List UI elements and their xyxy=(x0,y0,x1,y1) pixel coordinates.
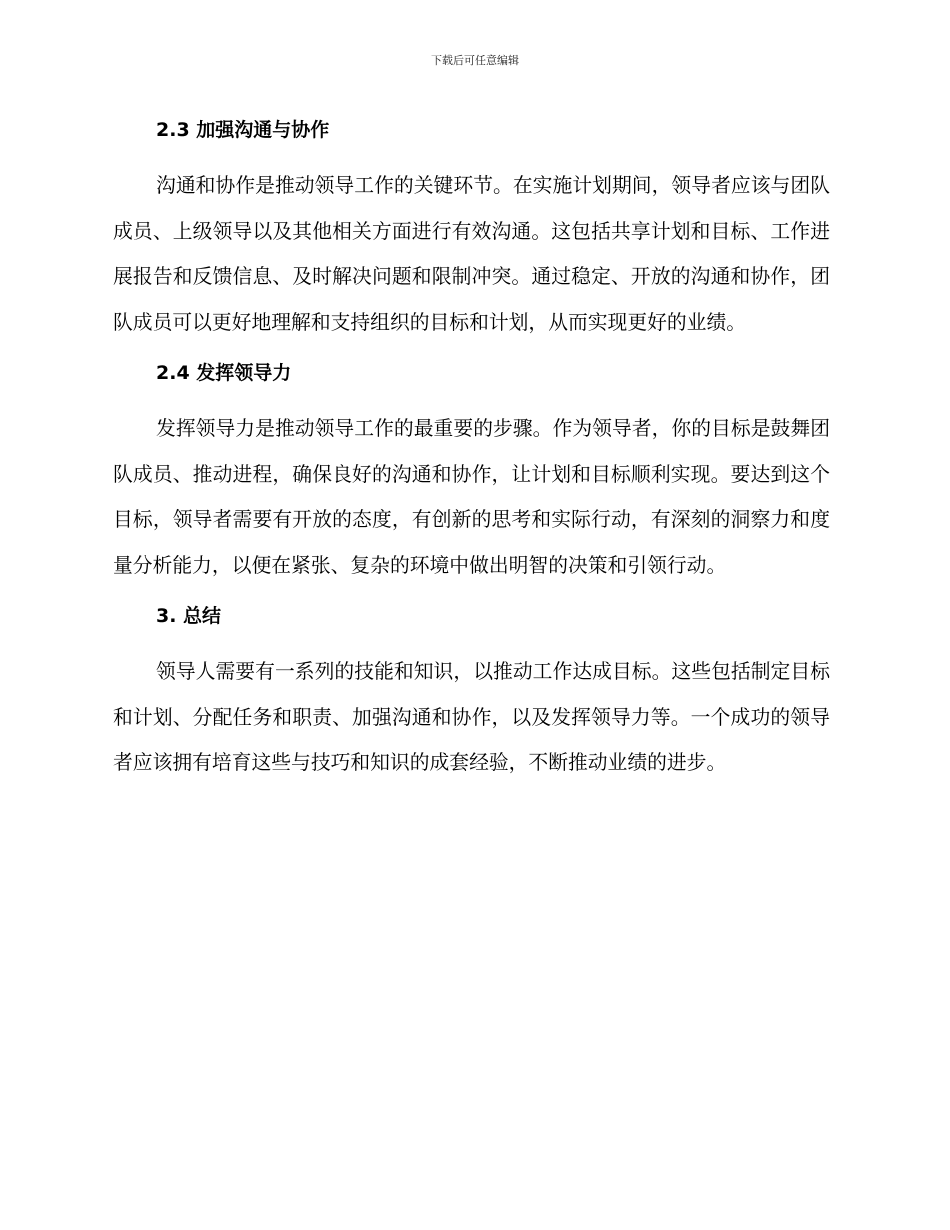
section-paragraph: 发挥领导力是推动领导工作的最重要的步骤。作为领导者，你的目标是鼓舞团队成员、推动进程，确保良好的沟通和协作，让计划和目标顺利实现。要达到这个目标，领导者需要有开放的态度，有创新的思考和实际行动，有深刻的洞察力和度量分析能力，以便在紧张、复杂的环境中做出明智的决策和引领行动。 xyxy=(113,417,830,577)
section-heading: 3. 总结 xyxy=(156,605,222,627)
section-heading: 2.3 加强沟通与协作 xyxy=(156,119,330,141)
page-header: 下载后可任意编辑 xyxy=(431,54,519,67)
section-paragraph: 沟通和协作是推动领导工作的关键环节。在实施计划期间，领导者应该与团队成员、上级领导以及其他相关方面进行有效沟通。这包括共享计划和目标、工作进展报告和反馈信息、及时解决问题和限制冲突。通过稳定、开放的沟通和协作，团队成员可以更好地理解和支持组织的目标和计划，从而实现更好的业绩。 xyxy=(113,174,830,334)
section-paragraph: 领导人需要有一系列的技能和知识，以推动工作达成目标。这些包括制定目标和计划、分配任务和职责、加强沟通和协作，以及发挥领导力等。一个成功的领导者应该拥有培育这些与技巧和知识的成套经验，不断推动业绩的进步。 xyxy=(113,660,830,774)
document-body xyxy=(113,110,830,786)
section-heading: 2.4 发挥领导力 xyxy=(156,362,292,384)
